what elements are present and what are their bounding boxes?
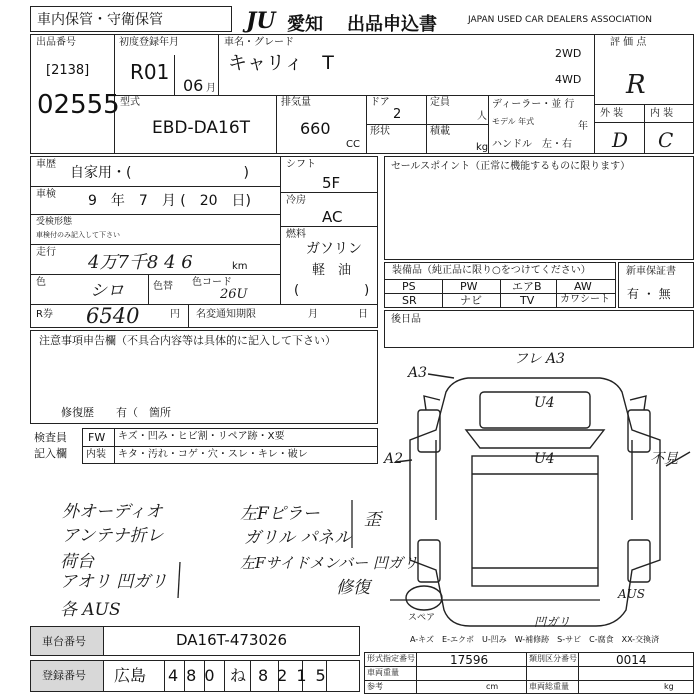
year-unit: 年 [578,121,588,132]
interior-inspect-items: キタ・汚れ・コゲ・穴・スレ・キレ・破レ [118,449,308,460]
dealer-label: ディーラー・並 行 [492,99,575,110]
spec-label-2: 類別区分番号 [529,654,577,663]
diagram-mark: 凹ガリ [534,615,571,629]
registration-class: 480 [168,666,223,685]
month-unit: 月 [206,83,216,94]
color-change-label: 色替 [153,281,173,292]
color-label: 色 [36,277,46,288]
handwritten-note: 各 AUS [60,600,121,620]
interior-score: C [658,128,674,152]
ac-value: AC [322,208,343,226]
spec-value-2: 0014 [616,653,647,667]
cc-unit: CC [346,139,360,150]
storage-label: 車内保管・守衛保管 [37,12,163,28]
km-unit: km [232,261,248,272]
spec-value-1: 17596 [450,653,489,667]
chassis-number: DA16T-473026 [176,631,288,649]
total-weight-label: 車両総重量 [529,682,569,691]
registration-number: 8215 [258,666,335,685]
lot-number: 02555 [37,90,120,120]
ac-label: 冷房 [286,195,306,206]
form-subtitle: JAPAN USED CAR DEALERS ASSOCIATION [468,15,652,25]
first-registration-era: R01 [130,60,170,84]
diagram-mark: A3 [408,365,428,381]
doors-value: 2 [393,107,402,122]
handwritten-note: 歪 [364,510,381,530]
drive-4wd: 4WD [555,73,582,86]
maintenance-label: 受検形態 [36,217,73,227]
mileage-label: 走行 [36,247,56,258]
recycle-value: 6540 [86,304,140,328]
color-code-label: 色コード [192,277,232,288]
type-value: EBD-DA16T [152,118,251,138]
kg-unit-bottom: kg [664,682,674,691]
ref-label: 参考 [367,682,383,691]
interior-label: 内 装 [650,108,674,119]
fuel-diesel: 軽 油 [312,263,352,278]
warranty-label: 新車保証書 [626,266,676,277]
handle-label: ハンドル 左・右 [492,139,572,150]
capacity-unit: 人 [477,111,487,122]
first-registration-label: 初度登録年月 [119,37,179,48]
maintenance-note: 車検付のみ記入して下さい [36,231,120,239]
interior-inspect-label: 内装 [86,449,106,460]
history-value: 自家用・( ) [70,165,249,181]
model-name: キャリィ T [228,52,334,74]
capacity-label: 定員 [430,97,450,108]
handwritten-note: ガリル パネル [244,528,352,548]
score-value: R [626,70,646,100]
registration-region: 広島 [114,666,147,685]
diagram-mark: スペア [408,613,436,623]
diagram-mark: A2 [384,451,404,467]
handwritten-note: アンテナ折レ [62,526,164,546]
load-label: 積載 [430,126,450,137]
handwritten-note: 外オーディオ [62,502,163,522]
equip-leather-seat: カワシート [560,294,610,305]
sales-point-label: セールスポイント（正常に機能するものに限ります） [391,161,631,172]
color-code-value: 26U [220,287,248,302]
inspection-value: 9 年 7 月 ( 20 日) [88,193,252,209]
name-change-month: 月 [308,309,318,320]
first-registration-month: 06 [183,76,204,95]
handwritten-note: アオリ 凹ガリ [60,572,168,592]
repair-history-label: 修復歴 有（ 箇所 [61,406,171,419]
exterior-label: 外 装 [600,108,624,119]
fuel-other: ( ) [294,283,370,298]
cm-unit: cm [486,682,499,691]
equip-tv: TV [520,294,535,307]
warranty-value: 有 ・ 無 [627,287,671,301]
score-label: 評 価 点 [610,37,647,48]
shift-value: 5F [322,174,341,192]
mileage-value: 4万7千8 4 6 [88,252,193,273]
lot-code: [2138] [46,63,90,78]
shape-label: 形状 [370,126,390,137]
name-change-label: 名変通知期限 [196,309,256,320]
brand-name: 愛知 [287,14,323,35]
displacement-value: 660 [300,119,331,138]
fuel-label: 燃料 [286,229,306,240]
weight-label: 車両重量 [367,668,399,677]
inspector-label: 検査員 [34,431,67,444]
registration-kana: ね [230,666,247,685]
equip-aw: AW [574,280,592,293]
handwritten-note: 修復 [336,578,370,598]
yen-unit: 円 [170,309,180,320]
equipment-label: 装備品（純正品に限り○をつけてください） [392,265,591,276]
diagram-mark: 不見 [650,451,678,467]
equip-sr: SR [402,294,417,307]
doors-label: ドア [370,97,390,108]
spec-label-1: 形式指定番号 [367,654,415,663]
diagram-mark: AUS [618,587,645,601]
ju-logo: JU [246,8,276,34]
equip-airbag: エアB [512,280,542,293]
inspection-label: 車検 [36,189,56,200]
diagram-mark: U4 [534,451,555,467]
diagram-mark: U4 [534,395,555,411]
drive-2wd: 2WD [555,47,582,60]
notes-label: 注意事項申告欄（不具合内容等は具体的に記入して下さい） [39,334,336,347]
later-input-label: 後日品 [391,314,421,325]
handwritten-note: 左Fピラー [240,504,320,524]
displacement-label: 排気量 [281,97,311,108]
model-year-label: モデル 年式 [492,117,535,126]
lot-number-label: 出品番号 [36,37,76,48]
equip-navi: ナビ [460,294,482,307]
exterior-score: D [612,128,629,152]
color-value: シロ [90,281,124,301]
form-title: 出品申込書 [347,14,437,35]
shift-label: シフト [286,159,316,170]
fuel-gasoline: ガソリン [306,241,362,257]
equip-pw: PW [460,280,478,293]
damage-legend: A-キズ E-エクボ U-凹み W-補修跡 S-サビ C-腐食 XX-交換済 [410,635,660,644]
handwritten-note: 荷台 [60,552,94,572]
diagram-mark: フレ A3 [514,351,565,367]
recycle-label: R券 [36,309,53,320]
history-label: 車歴 [36,159,56,170]
fw-label: FW [88,431,106,444]
name-change-day: 日 [358,309,368,320]
registration-label: 登録番号 [42,669,86,682]
kg-unit: kg [476,142,489,153]
handwritten-note: 左Fサイドメンバー 凹ガリ [240,554,418,572]
type-label: 型式 [120,97,140,108]
fw-items: キズ・凹み・ヒビ割・リペア跡・X要 [118,431,285,442]
chassis-label: 車台番号 [42,635,86,648]
equip-ps: PS [402,280,416,293]
model-name-label: 車名・グレード [224,37,294,48]
entry-field-label: 記入欄 [34,447,67,460]
